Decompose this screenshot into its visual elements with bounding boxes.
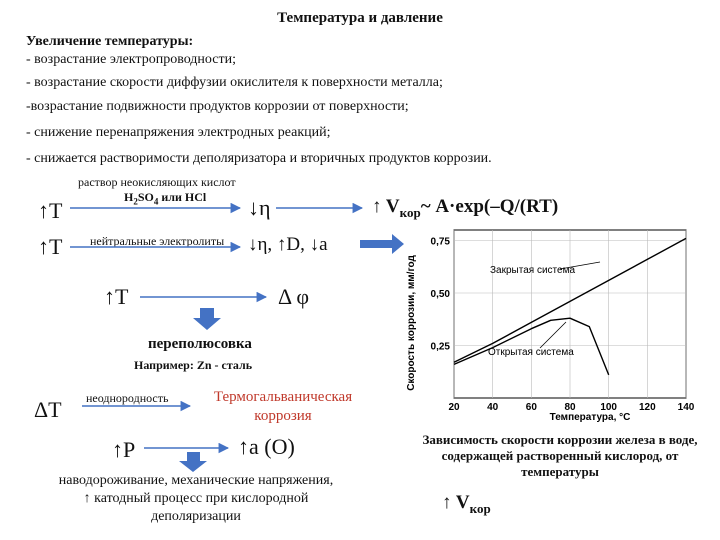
corrosion-rate-result: ↑ $V_{кор}$: [442, 492, 491, 516]
thermogalvanic-label-line2: коррозия: [254, 408, 312, 424]
x-tick-label: 100: [600, 402, 618, 413]
x-tick-label: 120: [638, 402, 656, 413]
potential-difference: Δ φ: [278, 284, 310, 309]
intro-item: -возрастание подвижности продуктов коррозии от поверхности;: [26, 99, 409, 114]
neutral-label: нейтральные электролиты: [90, 234, 225, 248]
repolarization-label: переполюсовка: [148, 336, 252, 352]
row2-temperature: ↑T: [38, 234, 63, 259]
row3-temperature: ↑T: [104, 284, 129, 309]
pressure-increase: ↑P: [112, 437, 136, 462]
inhomogeneity-label: неоднородность: [86, 391, 169, 405]
intro-heading: Увеличение температуры:: [26, 34, 194, 49]
intro-item: - возрастание скорости диффузии окислителя к поверхности металла;: [26, 75, 443, 90]
row2-result: ↓η, ↑D, ↓a: [248, 234, 328, 255]
row1-temperature: ↑T: [38, 198, 63, 223]
intro-item: - снижение перенапряжения электродных реакций;: [26, 125, 331, 140]
delta-temperature: ΔT: [34, 397, 62, 422]
slide-title: Температура и давление: [277, 10, 443, 26]
example-label: Например: Zn - сталь: [134, 358, 253, 372]
intro-item: - снижается растворимости деполяризатора и вторичных продуктов коррозии.: [26, 151, 492, 166]
x-axis-label: Температура, °С: [549, 412, 631, 423]
y-axis-label: Скорость коррозии, мм/год: [406, 255, 417, 391]
x-tick-label: 20: [448, 402, 460, 413]
oxygen-activity: ↑a (O): [238, 434, 295, 459]
acid-formula: $H_2SO_4$ или HCl: [124, 190, 207, 207]
thermogalvanic-label-line1: Термогальваническая: [213, 389, 353, 405]
x-tick-label: 60: [525, 402, 537, 413]
x-tick-label: 140: [677, 402, 695, 413]
y-tick-label: 0,75: [430, 236, 450, 248]
hydrogenation-text: наводороживание, механические напряжения, ↑ катодный процесс при кислородной деполяризации: [58, 473, 334, 524]
y-tick-label: 0,25: [430, 341, 450, 353]
intro-item: - возрастание электропроводности;: [26, 52, 236, 67]
row1-overvoltage: ↓η: [248, 195, 271, 220]
x-tick-label: 80: [564, 402, 576, 413]
x-tick-label: 40: [487, 402, 499, 413]
acid-label: раствор неокисляющих кислот: [78, 175, 236, 189]
legend-open-system: Открытая система: [488, 347, 574, 358]
legend-closed-system: Закрытая система: [490, 265, 575, 276]
y-tick-label: 0,50: [430, 289, 450, 300]
rate-formula: ↑ $V_{кор}\sim$ A·exp(–Q/(RT): [372, 196, 559, 220]
legend-open-pointer: [540, 322, 566, 348]
chart-caption: Зависимость скорости коррозии железа в воде, содержащей растворенный кислород, от температуры: [422, 432, 698, 479]
